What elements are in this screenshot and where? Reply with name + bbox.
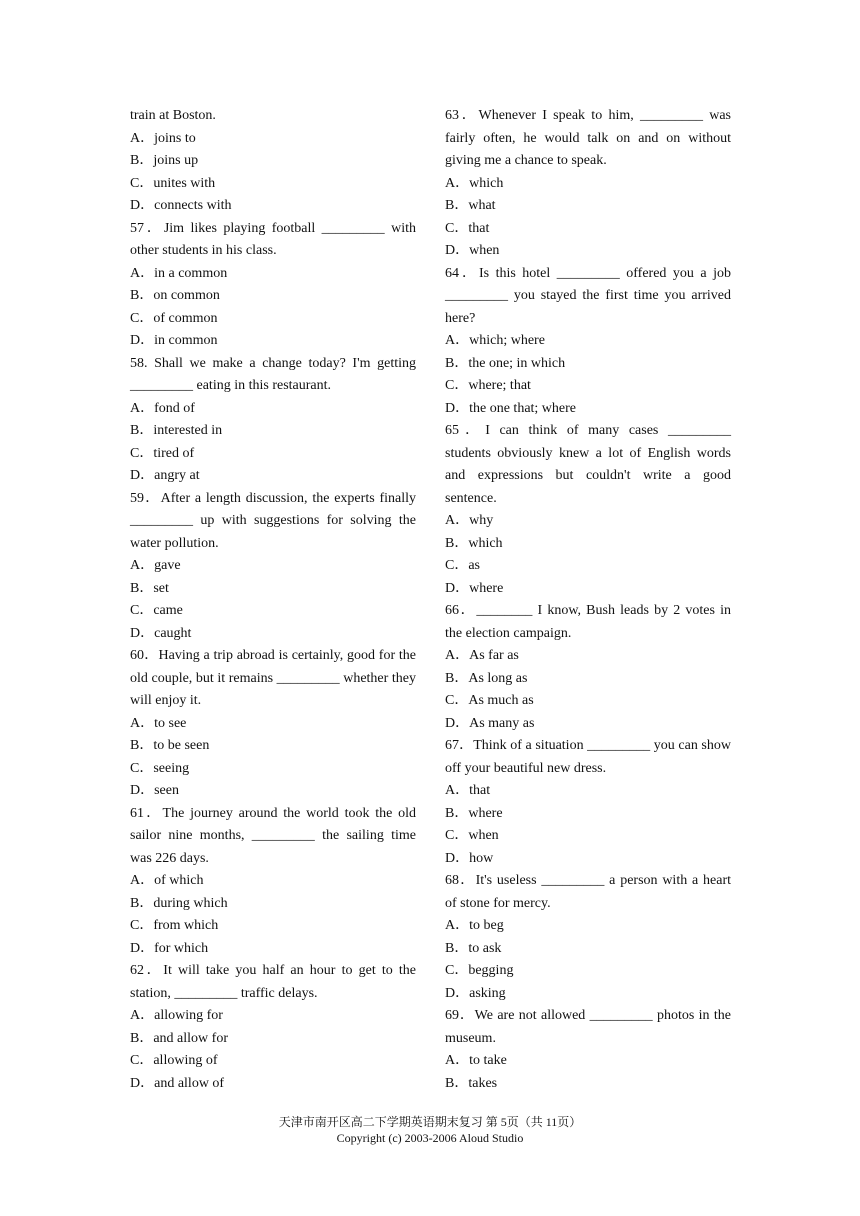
answer-option: B．set: [130, 580, 169, 596]
answer-option: A．allowing for: [130, 1008, 223, 1023]
answer-option: B．where: [445, 805, 503, 821]
answer-option: B．which: [445, 535, 503, 551]
answer-option: A．to beg: [445, 918, 504, 933]
answer-option: A．to see: [130, 715, 187, 731]
answer-option: D．As many as: [445, 715, 535, 731]
answer-option: D．seen: [130, 783, 179, 798]
answer-option: D．and allow of: [130, 1075, 225, 1091]
answer-option: A．joins to: [130, 130, 196, 146]
answer-option: B．interested in: [130, 423, 223, 438]
answer-option: C．begging: [445, 963, 514, 978]
question-stem: 68．It's useless _________ a person with a heart of stone for mercy.: [445, 873, 731, 911]
answer-option: C．of common: [130, 310, 218, 326]
answer-option: A．gave: [130, 558, 181, 573]
page-footer: 天津市南开区高二下学期英语期末复习 第 5页（共 11页）: [278, 1115, 582, 1129]
question-stem: 62．It will take you half an hour to get to the station, _________ traffic delays.: [130, 963, 416, 1001]
question-stem: 63．Whenever I speak to him, _________ was fairly often, he would talk on and on without giving me a chance to speak.: [445, 108, 731, 168]
answer-option: D．angry at: [130, 468, 200, 483]
answer-option: D．how: [445, 850, 494, 866]
answer-option: B．during which: [130, 895, 228, 911]
answer-option: C．that: [445, 220, 490, 236]
question-stem: 58. Shall we make a change today? I'm getting _________ eating in this restaurant.: [130, 355, 416, 393]
answer-option: A．why: [445, 513, 494, 528]
answer-option: A．As far as: [445, 648, 519, 663]
answer-option: A．which; where: [445, 333, 545, 348]
answer-option: B．takes: [445, 1075, 498, 1091]
left-column: [130, 105, 416, 1095]
answer-option: C．when: [445, 828, 499, 843]
answer-option: C．unites with: [130, 175, 216, 191]
copyright-line: Copyright (c) 2003-2006 Aloud Studio: [336, 1131, 524, 1145]
answer-option: C．As much as: [445, 693, 534, 708]
answer-option: A．in a common: [130, 265, 228, 281]
answer-option: A．fond of: [130, 400, 195, 416]
answer-option: C．from which: [130, 918, 219, 933]
question-stem: train at Boston.: [130, 108, 216, 123]
answer-option: A．to take: [445, 1053, 507, 1068]
answer-option: D．when: [445, 243, 500, 258]
question-stem: 69．We are not allowed _________ photos in the museum.: [445, 1008, 731, 1046]
answer-option: B．and allow for: [130, 1030, 228, 1046]
answer-option: C．seeing: [130, 760, 190, 776]
answer-option: D．where: [445, 580, 504, 596]
question-stem: 67．Think of a situation _________ you can show off your beautiful new dress.: [445, 738, 731, 776]
question-stem: 57．Jim likes playing football _________ with other students in his class.: [130, 220, 416, 258]
answer-option: D．asking: [445, 985, 506, 1001]
question-stem: 64．Is this hotel _________ offered you a job _________ you stayed the first time you arrived here?: [445, 265, 731, 326]
question-stem: 61．The journey around the world took the old sailor nine months, _________ the sailing time was 226 days.: [130, 805, 416, 866]
question-stem: 60．Having a trip abroad is certainly, good for the old couple, but it remains _________ whether they will enjoy it.: [130, 648, 416, 708]
answer-option: C．allowing of: [130, 1053, 218, 1068]
answer-option: C．came: [130, 603, 183, 618]
question-stem: 65．I can think of many cases _________ students obviously knew a lot of English words and expressions but couldn't write a good sentence.: [445, 423, 731, 506]
answer-option: B．joins up: [130, 153, 199, 168]
answer-option: A．of which: [130, 873, 204, 888]
answer-option: B．the one; in which: [445, 355, 566, 371]
right-column: [445, 105, 731, 1095]
answer-option: D．caught: [130, 625, 192, 641]
answer-option: A．which: [445, 175, 504, 191]
answer-option: A．that: [445, 783, 491, 798]
answer-option: C．as: [445, 558, 480, 573]
question-stem: 59．After a length discussion, the experts finally _________ up with suggestions for solving the water pollution.: [130, 490, 416, 551]
answer-option: B．to be seen: [130, 738, 210, 753]
answer-option: B．As long as: [445, 670, 528, 686]
answer-option: D．in common: [130, 333, 218, 348]
answer-option: B．on common: [130, 288, 220, 303]
answer-option: D．the one that; where: [445, 400, 577, 416]
answer-option: C．tired of: [130, 445, 195, 461]
answer-option: D．for which: [130, 940, 209, 956]
answer-option: B．what: [445, 198, 496, 213]
question-stem: 66．________ I know, Bush leads by 2 votes in the election campaign.: [445, 603, 731, 641]
answer-option: D．connects with: [130, 198, 232, 213]
answer-option: C．where; that: [445, 378, 531, 393]
answer-option: B．to ask: [445, 940, 502, 956]
